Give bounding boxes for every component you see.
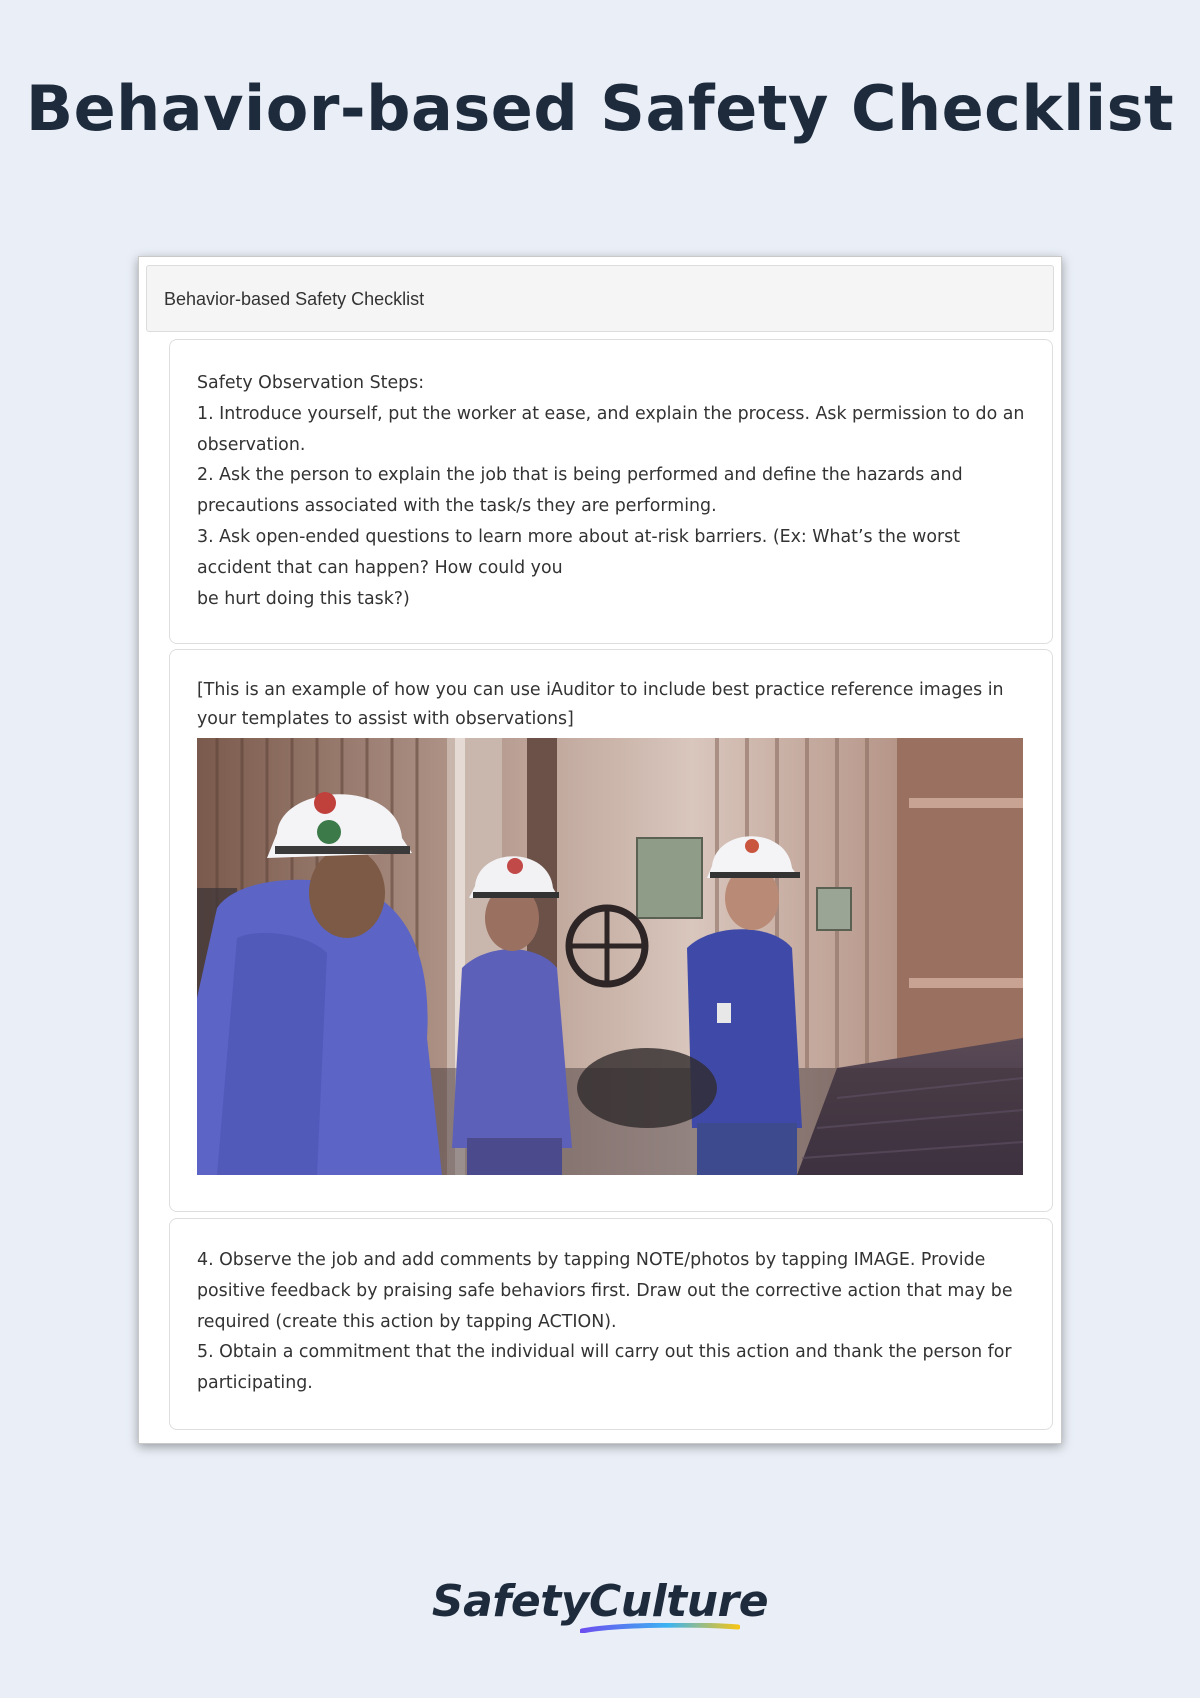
text-line: [This is an example of how you can use iAuditor to include best practice reference images in (197, 680, 1004, 700)
text-line: 1. Introduce yourself, put the worker at ease, and explain the process. Ask permission to do an (197, 403, 1025, 424)
text-line: 4. Observe the job and add comments by tapping NOTE/photos by tapping IMAGE. Provide (197, 1250, 986, 1270)
text-line: 3. Ask open-ended questions to learn more about at-risk barriers. (Ex: What’s the worst (197, 526, 961, 547)
checklist-document (138, 256, 1062, 1444)
logo-text: SafetyCulture (431, 1576, 769, 1627)
safetyculture-logo (0, 1576, 1200, 1627)
reference-photo (197, 738, 1023, 1175)
text-line: Safety Observation Steps: (197, 373, 425, 393)
workers-photo-illustration (197, 738, 1023, 1175)
observe-steps-text (197, 1245, 1031, 1399)
section-observation-steps (169, 339, 1053, 644)
text-line: required (create this action by tapping ACTION). (197, 1311, 617, 1332)
section-reference-image (169, 649, 1053, 1212)
text-line: be hurt doing this task?) (197, 588, 410, 609)
text-line: accident that can happen? How could you (197, 557, 563, 578)
logo-swoosh-icon (580, 1623, 740, 1633)
text-line: positive feedback by praising safe behaviors first. Draw out the corrective action that may be (197, 1280, 1013, 1301)
reference-image-caption (197, 676, 1031, 734)
page-title: Behavior-based Safety Checklist (25, 72, 1175, 145)
observation-steps-text (197, 368, 1031, 614)
text-line: participating. (197, 1373, 313, 1394)
text-line: 2. Ask the person to explain the job that is being performed and define the hazards and (197, 465, 963, 486)
text-line: precautions associated with the task/s they are performing. (197, 496, 717, 517)
section-observe-and-commit (169, 1218, 1053, 1430)
text-line: observation. (197, 434, 306, 455)
document-header: Behavior-based Safety Checklist (146, 265, 1054, 332)
text-line: your templates to assist with observations] (197, 709, 574, 729)
text-line: 5. Obtain a commitment that the individual will carry out this action and thank the person for (197, 1342, 1012, 1363)
logo-wordmark (432, 1576, 768, 1627)
